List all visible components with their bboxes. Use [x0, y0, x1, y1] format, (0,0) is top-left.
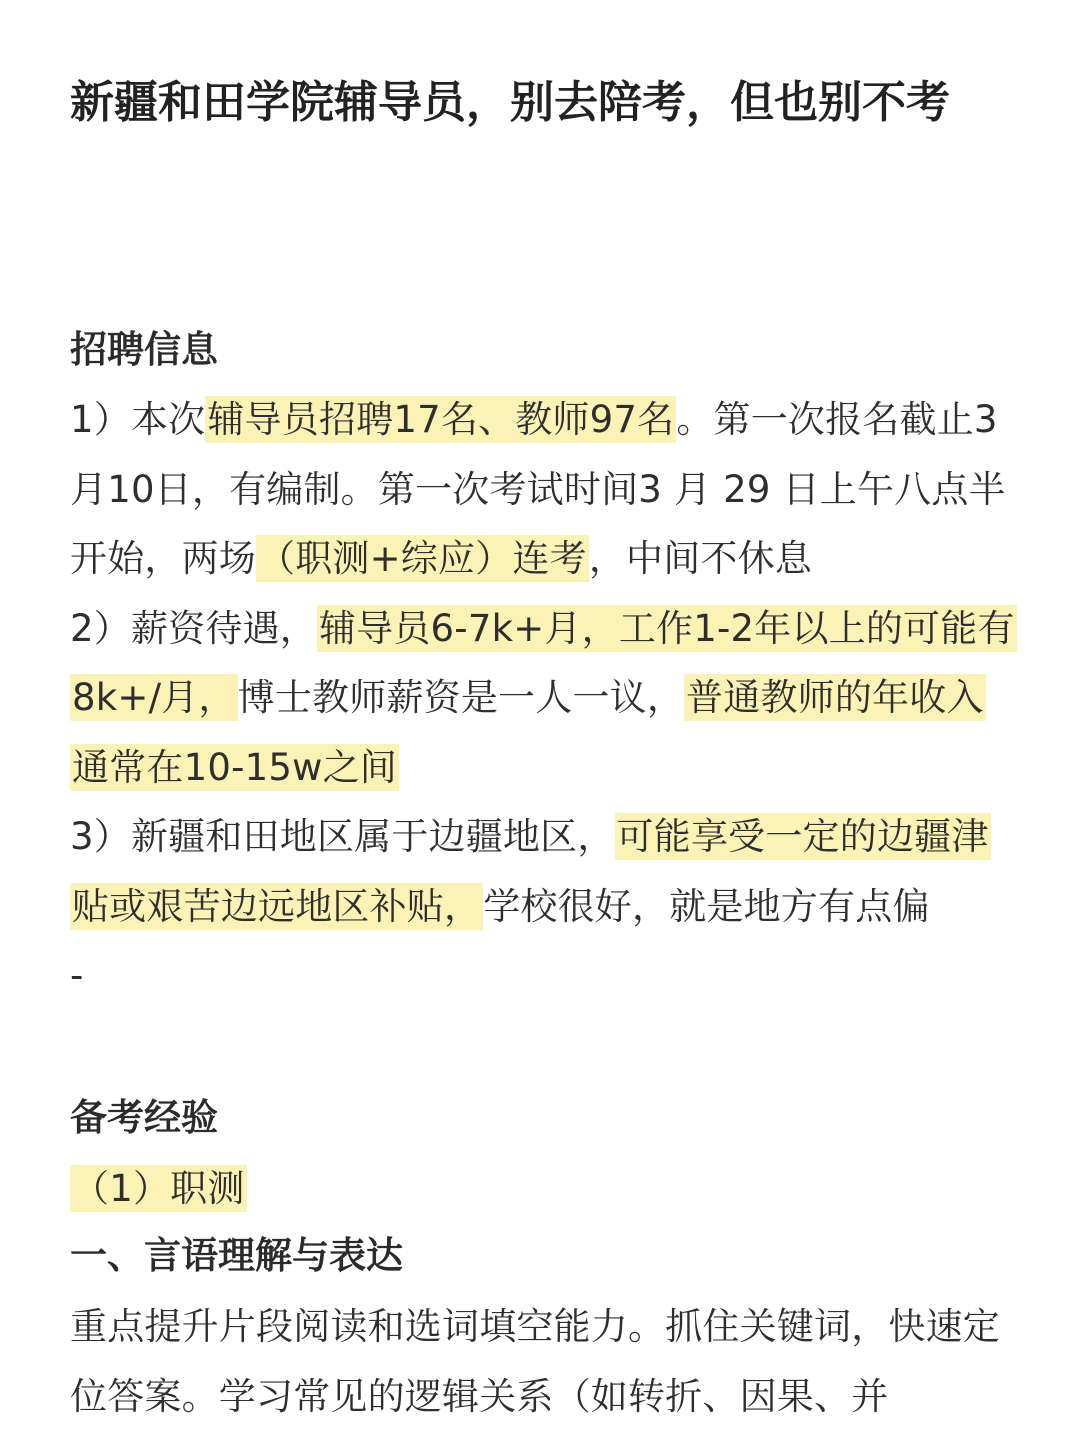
recruitment-item-2 [70, 594, 1020, 803]
prep-subsection [70, 1154, 1020, 1224]
item1-prefix: 1）本次 [70, 398, 206, 441]
item2-middle: 博士教师薪资是一人一议， [237, 676, 685, 719]
verbal-paragraph: 重点提升片段阅读和选词填空能力。抓住关键词，快速定位答案。学习常见的逻辑关系（如转折、因果、并 [70, 1305, 1000, 1418]
highlight-subsidy: 可能享受一定的边疆津贴或艰苦边远地区补贴， [72, 815, 989, 928]
section-heading-recruitment: 招聘信息 [70, 328, 218, 371]
item1-suffix: ，中间不休息 [588, 537, 813, 580]
item3-suffix: 学校很好，就是地方有点偏 [483, 884, 930, 928]
highlight-subsection-title: （1）职测 [72, 1167, 245, 1210]
prep-content [70, 1154, 1020, 1224]
highlight-positions: 辅导员招聘17名、教师97名 [207, 398, 675, 441]
subheading-verbal: 一、言语理解与表达 [70, 1234, 403, 1277]
item2-prefix: 2）薪资待遇， [70, 606, 317, 650]
section-heading-prep: 备考经验 [70, 1096, 218, 1139]
highlight-teacher-income: 普通教师的年收入通常在10-15w之间 [72, 676, 984, 789]
item1-middle: 。第一次报名截止3月10日，有编制。第一次考试时间3 月 29 日上午八点半开始，两场 [70, 398, 1006, 580]
article-title: 新疆和田学院辅导员，别去陪考，但也别不考 [70, 77, 950, 128]
recruitment-list [70, 385, 1020, 1011]
highlight-exam-format: （职测+综应）连考 [258, 537, 587, 580]
recruitment-item-3 [70, 802, 1020, 941]
recruitment-item-1 [70, 385, 1020, 594]
highlight-counselor-salary: 辅导员6-7k+月，工作1-2年以上的可能有8k+/月， [72, 606, 1015, 719]
divider-dash: - [70, 954, 84, 997]
item3-prefix: 3）新疆和田地区属于边疆地区， [70, 815, 615, 858]
